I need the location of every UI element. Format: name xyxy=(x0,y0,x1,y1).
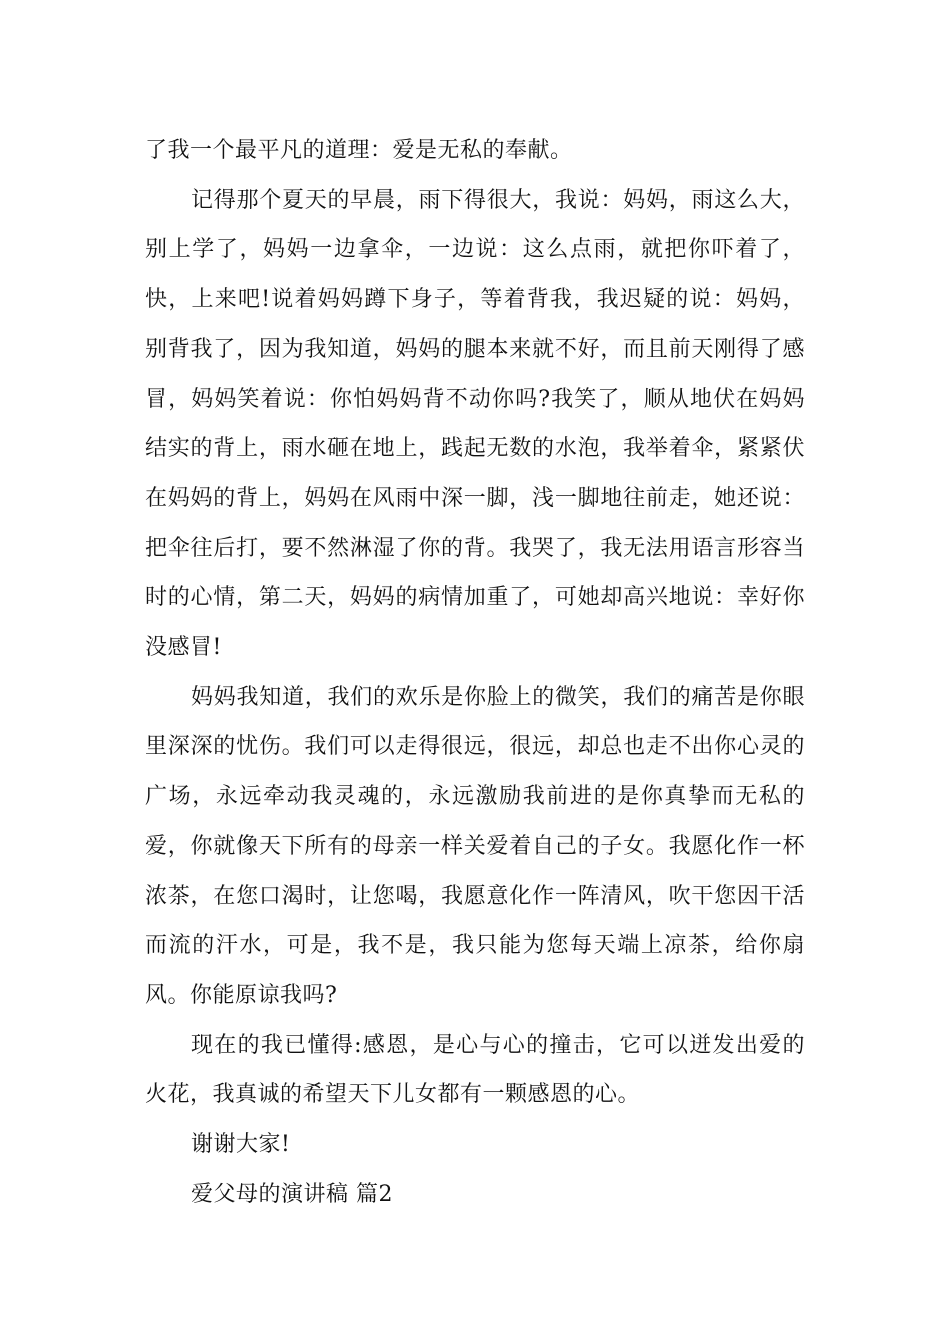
paragraph-continuation: 了我一个最平凡的道理：爱是无私的奉献。 xyxy=(145,138,573,163)
paragraph-summer-morning: 记得那个夏天的早晨，雨下得很大，我说：妈妈，雨这么大，别上学了，妈妈一边拿伞，一边说：这么点雨，就把你吓着了，快，上来吧!说着妈妈蹲下身子，等着背我，我迟疑的说：妈妈，别背我了，因为我知道，妈妈的腿本来就不好，而且前天刚得了感冒，妈妈笑着说：你怕妈妈背不动你吗?我笑了，顺从地伏在妈妈结实的背上，雨水砸在地上，践起无数的水泡，我举着伞，紧紧伏在妈妈的背上，妈妈在风雨中深一脚，浅一脚地往前走，她还说：把伞往后打，要不然淋湿了你的背。我哭了，我无法用语言形容当时的心情，第二天，妈妈的病情加重了，可她却高兴地说：幸好你没感冒! xyxy=(145,187,805,661)
paragraph-thanks: 谢谢大家! xyxy=(191,1132,291,1158)
document-body xyxy=(145,126,805,1219)
paragraph-mother-love: 妈妈我知道，我们的欢乐是你脸上的微笑，我们的痛苦是你眼里深深的忧伤。我们可以走得很远，很远，却总也走不出你心灵的广场，永远牵动我灵魂的，永远激励我前进的是你真挚而无私的爱，你就像天下所有的母亲一样关爱着自己的子女。我愿化作一杯浓茶，在您口渴时，让您喝，我愿意化作一阵清风，吹干您因干活而流的汗水，可是，我不是，我只能为您每天端上凉茶，给你扇风。你能原谅我吗? xyxy=(145,684,805,1008)
section-heading: 爱父母的演讲稿 篇2 xyxy=(191,1181,393,1207)
paragraph-gratitude: 现在的我已懂得:感恩，是心与心的撞击，它可以迸发出爱的火花，我真诚的希望天下儿女都有一颗感恩的心。 xyxy=(145,1032,805,1108)
